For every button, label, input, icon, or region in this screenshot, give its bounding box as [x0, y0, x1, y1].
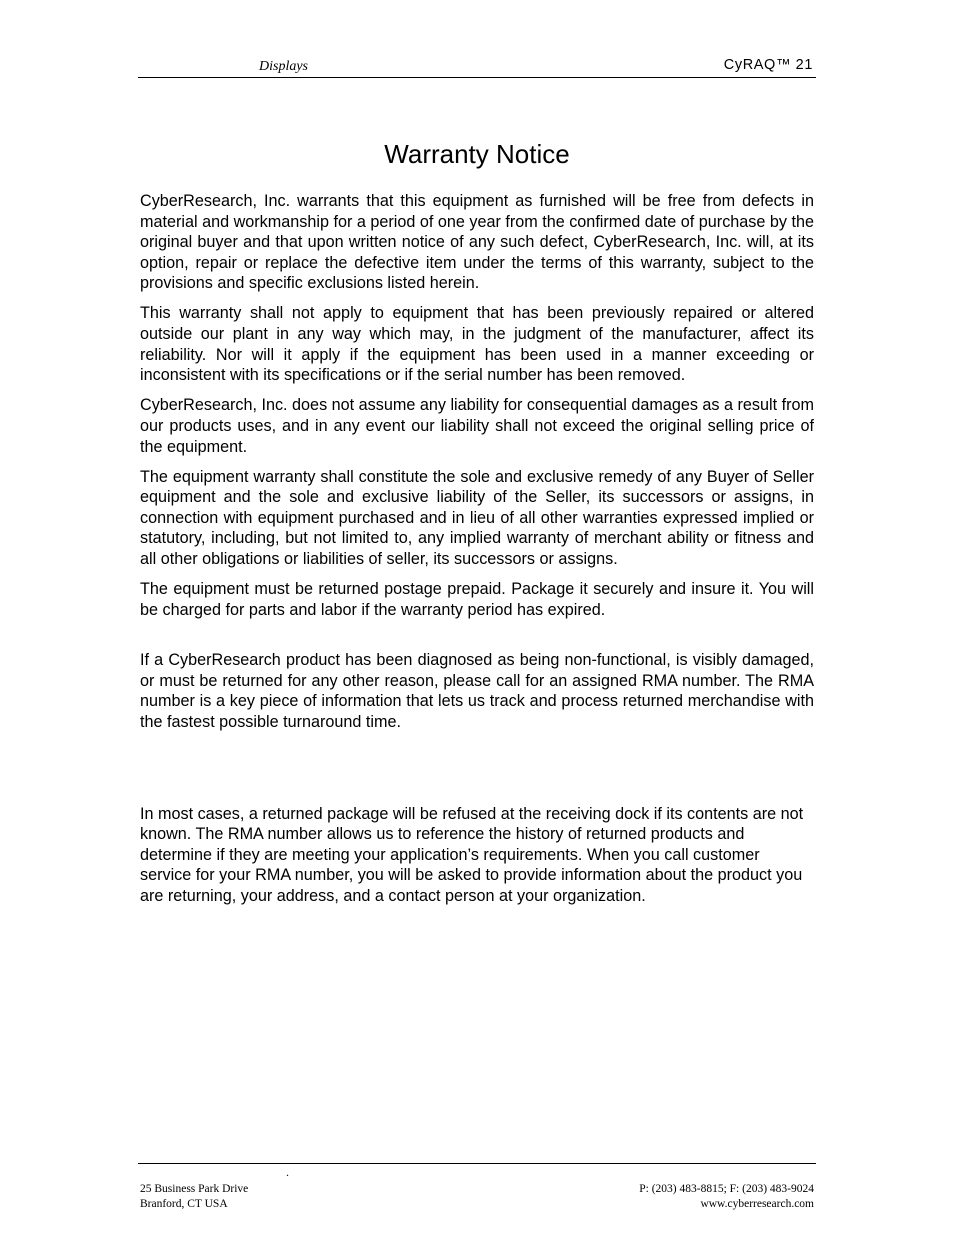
footer-website-link[interactable]: www.cyberresearch.com: [700, 1198, 814, 1210]
paragraph-warranty-terms: CyberResearch, Inc. warrants that this equipment as furnished will be free from defects in material and workmanship for a period of one year from the confirmed date of purchase by the original buyer and that upon written notice of any such defect, CyberResearch, Inc. will, at its option, repair or replace the defective item under the terms of this warranty, subject to the provisions and specific exclusions listed herein.: [140, 192, 814, 293]
paragraph-liability: CyberResearch, Inc. does not assume any liability for consequential damages as a result from our products uses, and in any event our liability shall not exceed the original selling price of the equipment.: [140, 396, 814, 456]
footer-divider: [138, 1163, 816, 1164]
footer-contact: [639, 1182, 814, 1212]
footer-phone-fax: P: (203) 483-8815; F: (203) 483-9024: [639, 1183, 814, 1195]
paragraph-rma-details: In most cases, a returned package will be refused at the receiving dock if its contents are not known. The RMA number allows us to reference the history of returned products and determine if they are meeting your application’s requirements. When you call customer service for your RMA number, you will be asked to provide information about the product you are returning, your address, and a contact person at your organization.: [140, 804, 804, 906]
paragraph-return-shipping: The equipment must be returned postage prepaid. Package it securely and insure it. You will be charged for parts and labor if the warranty period has expired.: [140, 580, 814, 619]
footer-dot: .: [286, 1165, 289, 1179]
footer-address-line1: 25 Business Park Drive: [140, 1183, 249, 1195]
footer-address-line2: Branford, CT USA: [140, 1198, 228, 1210]
paragraph-exclusions: This warranty shall not apply to equipment that has been previously repaired or altered outside our plant in any way which may, in the judgment of the manufacturer, affect its reliability. Nor will it apply if the equipment has been used in a manner exceeding or inconsistent with its specifications or if the serial number has been removed.: [140, 304, 814, 385]
paragraph-rma-number: If a CyberResearch product has been diagnosed as being non-functional, is visibly damaged, or must be returned for any other reason, please call for an assigned RMA number. The RMA number is a key piece of information that lets us track and process returned merchandise with the fastest possible turnaround time.: [140, 651, 814, 732]
document-body: [140, 191, 814, 916]
footer-address: [140, 1182, 248, 1212]
paragraph-sole-remedy: The equipment warranty shall constitute the sole and exclusive remedy of any Buyer of Seller equipment and the sole and exclusive liability of the Seller, its successors or assigns, in connection with equipment purchased and in lieu of all other warranties expressed implied or statutory, including, but not limited to, any implied warranty of merchant ability or fitness and all other obligations or liabilities of seller, its successors or assigns.: [140, 467, 814, 568]
page-header: [138, 56, 816, 78]
page-title: Warranty Notice: [384, 139, 570, 169]
header-product-name: CyRAQ™ 21: [723, 57, 813, 73]
header-section-title: Displays: [259, 59, 308, 74]
